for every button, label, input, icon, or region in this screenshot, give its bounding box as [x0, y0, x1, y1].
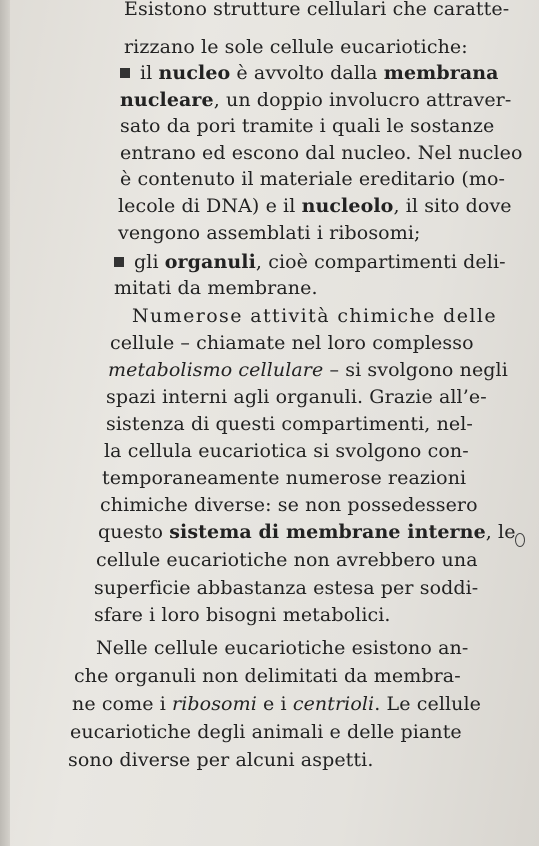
text-line: vengono assemblati i ribosomi; [118, 222, 421, 244]
text-line: nucleare, un doppio involucro attraver- [120, 89, 512, 111]
text-line: metabolismo cellulare – si svolgono negli [108, 359, 508, 381]
text-line: ne come i ribosomi e i centrioli. Le cellule [72, 693, 482, 715]
margin-circle-mark [515, 533, 525, 547]
text-line: questo sistema di membrane interne, le [98, 521, 516, 543]
text-line: temporaneamente numerose reazioni [102, 467, 467, 489]
bullet-square-icon [120, 68, 130, 78]
text-line: gli organuli, cioè compartimenti deli- [134, 251, 506, 273]
text-line: è contenuto il materiale ereditario (mo- [120, 168, 506, 190]
text-line: entrano ed escono dal nucleo. Nel nucleo [120, 142, 523, 164]
text-line: mitati da membrane. [114, 277, 318, 299]
text-line: sato da pori tramite i quali le sostanze [120, 115, 495, 137]
text-line: lecole di DNA) e il nucleolo, il sito dove [118, 195, 512, 217]
text-line: sono diverse per alcuni aspetti. [68, 749, 374, 771]
text-line: eucariotiche degli animali e delle piante [70, 721, 462, 743]
text-line: cellule – chiamate nel loro complesso [110, 332, 474, 354]
text-line: sistenza di questi compartimenti, nel- [106, 413, 473, 435]
text-line: Nelle cellule eucariotiche esistono an- [96, 637, 469, 659]
text-line: superficie abbastanza estesa per soddi- [94, 577, 479, 599]
text-line: spazi interni agli organuli. Grazie all’e- [106, 386, 487, 408]
text-line: cellule eucariotiche non avrebbero una [96, 549, 478, 571]
bullet-square-icon [114, 257, 124, 267]
text-line: Numerose attività chimiche delle [132, 305, 497, 327]
text-line: sfare i loro bisogni metabolici. [94, 604, 391, 626]
text-line: rizzano le sole cellule eucariotiche: [124, 36, 468, 58]
text-line: la cellula eucariotica si svolgono con- [104, 440, 469, 462]
text-line: chimiche diverse: se non possedessero [100, 494, 478, 516]
text-line: Esistono strutture cellulari che caratte- [124, 0, 510, 20]
text-line: che organuli non delimitati da membra- [74, 665, 461, 687]
text-line: il nucleo è avvolto dalla membrana [140, 62, 499, 84]
